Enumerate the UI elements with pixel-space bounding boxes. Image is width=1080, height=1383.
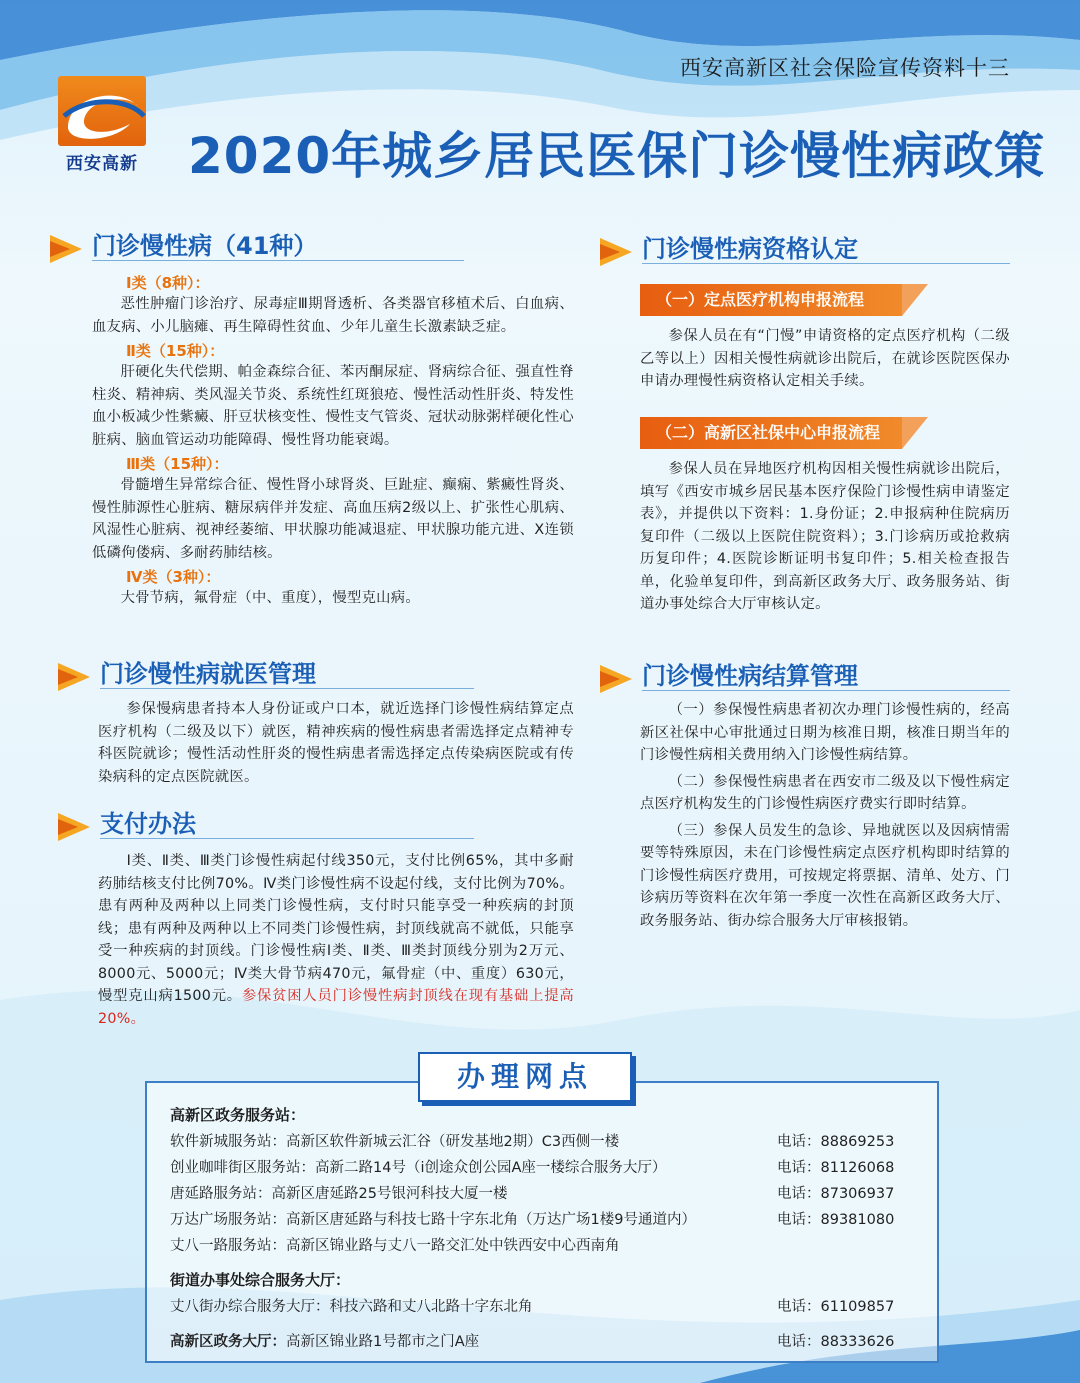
page-title: 2020年城乡居民医保门诊慢性病政策 <box>188 127 1046 185</box>
service-point-address: 软件新城服务站：高新区软件新城云汇谷（研发基地2期）C3西侧一楼 <box>170 1134 620 1150</box>
section-title-treatment: 门诊慢性病就医管理 <box>100 660 316 688</box>
payment-highlight: 参保贫困人员门诊慢性病封顶线在现有基础上提高20%。 <box>98 988 574 1027</box>
sub2-text: 参保人员在异地医疗机构因相关慢性病就诊出院后，填写《西安市城乡居民基本医疗保险门诊慢性病申请鉴定表》，并提供以下资料：1.身份证；2.申报病种住院病历复印件（二级以上医院住院资料）；3.门诊病历或抢救病历复印件；4.医院诊断证明书复印件；5.相关检查报告单，化验单复印件，到高新区政务大厅、政务服务站、街道办事处综合大厅审核认定。 <box>640 461 1010 612</box>
play-arrow-icon <box>598 663 634 695</box>
section-title-payment: 支付办法 <box>100 810 196 838</box>
service-point-row <box>170 1156 915 1177</box>
settlement-p1: （一）参保慢性病患者初次办理门诊慢性病的，经高新区社保中心审批通过日期为核准日期，核准日期当年的门诊慢性病相关费用纳入门诊慢性病结算。 <box>640 702 1010 763</box>
service-point-tel: 电话：88869253 <box>777 1134 895 1150</box>
group-1-list <box>170 1130 915 1255</box>
logo <box>58 76 146 172</box>
service-point-tel: 电话：81126068 <box>777 1160 895 1176</box>
section-title-settlement: 门诊慢性病结算管理 <box>642 662 858 690</box>
subheader-1 <box>640 284 902 316</box>
group-2-list <box>170 1295 915 1316</box>
logo-mark-icon <box>58 76 146 146</box>
service-point-address: 万达广场服务站：高新区唐延路与科技七路十字东北角（万达广场1楼9号通道内） <box>170 1212 696 1228</box>
play-arrow-icon <box>56 811 92 843</box>
section-header-chronic <box>48 226 317 265</box>
section-title-qualification: 门诊慢性病资格认定 <box>642 235 858 263</box>
service-point-row <box>170 1130 915 1151</box>
hall-row <box>170 1330 915 1351</box>
section-header-treatment <box>56 654 316 693</box>
category-4-label: Ⅳ类（3种）： <box>126 568 221 586</box>
service-point-tel: 电话：89381080 <box>777 1212 895 1228</box>
group-1-title: 高新区政务服务站： <box>170 1106 306 1124</box>
service-points-title: 办理网点 <box>418 1052 632 1102</box>
service-point-address: 创业咖啡街区服务站：高新二路14号（i创途众创公园A座一楼综合服务大厅） <box>170 1160 667 1176</box>
payment-text <box>98 850 574 1030</box>
category-2-text: 肝硬化失代偿期、帕金森综合征、苯丙酮尿症、肾病综合征、强直性脊柱炎、精神病、类风湿关节炎、系统性红斑狼疮、慢性活动性肝炎、特发性血小板减少性紫癜、肝豆状核变性、慢性支气管炎、冠状动脉粥样硬化性心脏病、脑血管运动功能障碍、慢性肾功能衰竭。 <box>92 364 574 448</box>
service-point-address: 丈八一路服务站：高新区锦业路与丈八一路交汇处中铁西安中心西南角 <box>170 1238 620 1254</box>
subheader-2-label: （二）高新区社保中心申报流程 <box>640 417 902 449</box>
category-1-label: Ⅰ类（8种）： <box>126 274 210 292</box>
series-label: 西安高新区社会保险宣传资料十三 <box>680 56 1010 80</box>
service-point-row <box>170 1208 915 1229</box>
chronic-list <box>92 272 574 610</box>
service-point-tel: 电话：61109857 <box>777 1299 895 1315</box>
settlement-p2: （二）参保慢性病患者在西安市二级及以下慢性病定点医疗机构发生的门诊慢性病医疗费实行即时结算。 <box>640 773 1010 812</box>
treatment-text: 参保慢病患者持本人身份证或户口本，就近选择门诊慢性病结算定点医疗机构（二级及以下）就医，精神疾病的慢性病患者需选择定点精神专科医院就诊；慢性活动性肝炎的慢性病患者需选择定点传染病医院或有传染病科的定点医院就医。 <box>98 701 574 785</box>
service-point-address: 唐延路服务站：高新区唐延路25号银河科技大厦一楼 <box>170 1186 508 1202</box>
service-point-row <box>170 1295 915 1316</box>
hall-tel: 电话：88333626 <box>777 1334 895 1350</box>
subheader-1-label: （一）定点医疗机构申报流程 <box>640 284 902 316</box>
play-arrow-icon <box>48 233 84 265</box>
service-points-list <box>170 1104 915 1351</box>
section-title-chronic: 门诊慢性病（41种） <box>92 232 318 260</box>
logo-text: 西安高新 <box>66 154 138 174</box>
service-point-row <box>170 1234 915 1255</box>
hall-label: 高新区政务大厅： <box>170 1334 286 1350</box>
play-arrow-icon <box>56 661 92 693</box>
hall-address: 高新区锦业路1号都市之门A座 <box>286 1334 480 1350</box>
sub1-text: 参保人员在有“门慢”申请资格的定点医疗机构（二级乙等以上）因相关慢性病就诊出院后，在就诊医院医保办申请办理慢性病资格认定相关手续。 <box>640 328 1010 389</box>
group-2-title: 街道办事处综合服务大厅： <box>170 1271 351 1289</box>
category-1-text: 恶性肿瘤门诊治疗、尿毒症Ⅲ期肾透析、各类器官移植术后、白血病、血友病、小儿脑瘫、再生障碍性贫血、少年儿童生长激素缺乏症。 <box>92 296 574 335</box>
section-header-payment <box>56 804 196 843</box>
category-2-label: Ⅱ类（15种）： <box>126 342 225 360</box>
category-3-label: Ⅲ类（15种）： <box>126 455 229 473</box>
settlement-text <box>640 699 1010 932</box>
category-3-text: 骨髓增生异常综合征、慢性肾小球肾炎、巨趾症、癫痫、紫癜性肾炎、慢性肺源性心脏病、糖尿病伴并发症、高血压病2级以上、扩张性心肌病、风湿性心脏病、视神经萎缩、甲状腺功能减退症、甲状腺功能亢进、X连锁低磷佝偻病、多耐药肺结核。 <box>92 477 574 561</box>
service-point-row <box>170 1182 915 1203</box>
section-header-settlement <box>598 656 858 695</box>
play-arrow-icon <box>598 236 634 268</box>
payment-body: Ⅰ类、Ⅱ类、Ⅲ类门诊慢性病起付线350元，支付比例65%，其中多耐药肺结核支付比例70%。Ⅳ类门诊慢性病不设起付线，支付比例为70%。患有两种及两种以上同类门诊慢性病，支付时只能享受一种疾病的封顶线；患有两种及两种以上不同类门诊慢性病，封顶线就高不就低，只能享受一种疾病的封顶线。门诊慢性病Ⅰ类、Ⅱ类、Ⅲ类封顶线分别为2万元、8000元、5000元；Ⅳ类大骨节病470元，氟骨症（中、重度）630元，慢型克山病1500元。 <box>98 853 574 1004</box>
category-4-text: 大骨节病，氟骨症（中、重度），慢型克山病。 <box>120 590 420 606</box>
subheader-2 <box>640 417 902 449</box>
service-point-tel: 电话：87306937 <box>777 1186 895 1202</box>
service-point-tel <box>777 1234 915 1255</box>
section-header-qualification <box>598 229 858 268</box>
settlement-p3: （三）参保人员发生的急诊、异地就医以及因病情需要等特殊原因，未在门诊慢性病定点医疗机构即时结算的门诊慢性病医疗费用，可按规定将票据、清单、处方、门诊病历等资料在次年第一季度一次性在高新区政务大厅、政务服务站、街办综合服务大厅审核报销。 <box>640 822 1010 929</box>
service-point-address: 丈八街办综合服务大厅：科技六路和丈八北路十字东北角 <box>170 1299 533 1315</box>
